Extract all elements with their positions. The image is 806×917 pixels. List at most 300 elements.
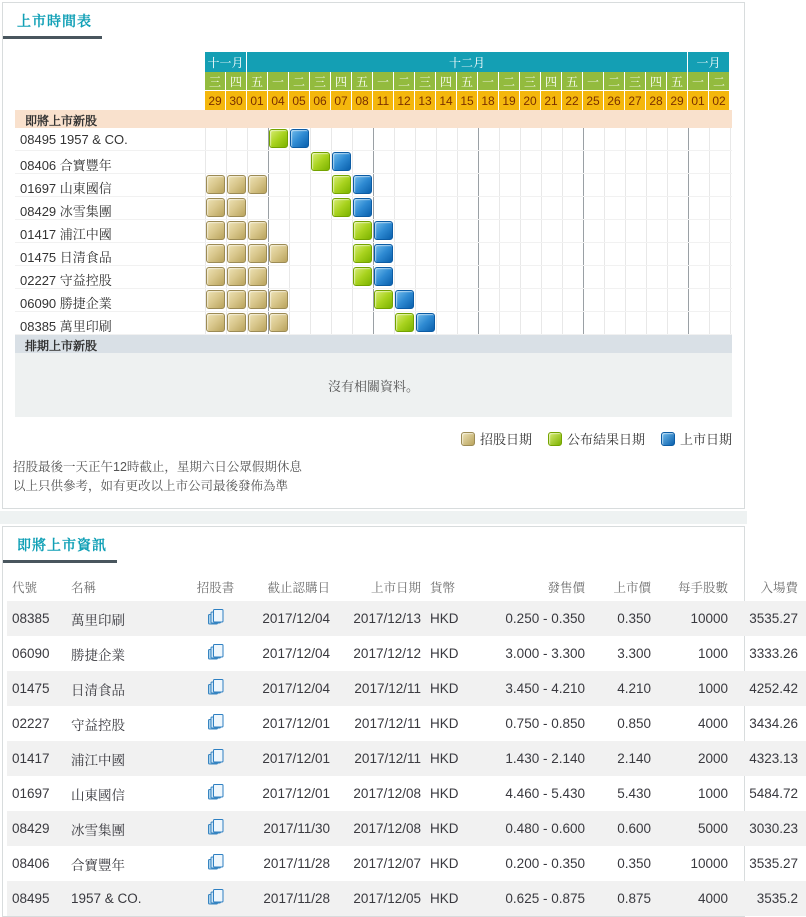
gantt-cell bbox=[416, 174, 437, 196]
gantt-cell bbox=[521, 266, 542, 288]
info-title-band bbox=[3, 527, 744, 563]
stock-code: 08429 bbox=[12, 821, 50, 836]
prospectus-document-icon[interactable] bbox=[207, 853, 225, 871]
gantt-cell bbox=[290, 151, 311, 173]
gantt-cell bbox=[353, 266, 374, 288]
date-header-cell: 29 bbox=[205, 91, 226, 110]
gantt-cell bbox=[668, 289, 689, 311]
entry-fee: 3535.2 bbox=[756, 891, 798, 906]
legend-item bbox=[548, 429, 645, 448]
offer-price-range: 3.450 - 4.210 bbox=[505, 681, 585, 696]
gantt-cell bbox=[416, 289, 437, 311]
prospectus-cell bbox=[187, 671, 244, 706]
gantt-cell bbox=[542, 312, 563, 334]
gantt-cell bbox=[227, 266, 248, 288]
gantt-row-cells bbox=[205, 243, 731, 265]
entry-fee: 3535.27 bbox=[749, 856, 798, 871]
timetable-title: 上市時間表 bbox=[3, 11, 102, 39]
gantt-cell bbox=[626, 151, 647, 173]
table-row bbox=[7, 601, 806, 636]
prospectus-document-icon[interactable] bbox=[207, 818, 225, 836]
gantt-cell bbox=[290, 266, 311, 288]
result-announce-block bbox=[353, 221, 372, 240]
date-header-cell: 27 bbox=[625, 91, 646, 110]
gantt-cell bbox=[647, 289, 668, 311]
gantt-cell bbox=[458, 151, 479, 173]
gantt-cell bbox=[626, 266, 647, 288]
gantt-row bbox=[15, 151, 732, 174]
weekday-header-cell: 五 bbox=[457, 72, 478, 91]
document-pages-glyph bbox=[207, 678, 225, 696]
gantt-cell bbox=[437, 312, 458, 334]
gantt-cell bbox=[374, 266, 395, 288]
gantt-cell bbox=[311, 151, 332, 173]
weekday-header-cell: 一 bbox=[268, 72, 289, 91]
gantt-cell bbox=[290, 243, 311, 265]
date-header-cell: 01 bbox=[688, 91, 709, 110]
gantt-cell bbox=[647, 243, 668, 265]
section-upcoming-header: 即將上市新股 bbox=[15, 110, 732, 128]
subscription-deadline: 2017/12/04 bbox=[262, 611, 330, 626]
result-announce-block bbox=[395, 313, 414, 332]
stock-code: 08495 bbox=[12, 891, 50, 906]
gantt-row bbox=[15, 289, 732, 312]
weekday-header-cell: 二 bbox=[394, 72, 415, 91]
listing-swatch-icon bbox=[661, 432, 675, 446]
gantt-cell bbox=[269, 174, 290, 196]
subscription-deadline: 2017/12/04 bbox=[262, 646, 330, 661]
date-header-cell: 15 bbox=[457, 91, 478, 110]
gantt-cell bbox=[269, 312, 290, 334]
gantt-cell bbox=[563, 289, 584, 311]
table-row bbox=[7, 776, 806, 811]
weekday-header-cell: 二 bbox=[289, 72, 310, 91]
gantt-cell bbox=[605, 197, 626, 219]
month-row bbox=[205, 52, 732, 72]
subscription-period-block bbox=[269, 244, 288, 263]
column-header-9: 每手股數 bbox=[677, 581, 728, 595]
gantt-row-cells bbox=[205, 174, 731, 196]
gantt-cell bbox=[374, 289, 395, 311]
gantt-cell bbox=[584, 174, 605, 196]
subscription-period-block bbox=[206, 221, 225, 240]
currency: HKD bbox=[430, 681, 459, 696]
currency: HKD bbox=[430, 786, 459, 801]
stock-name: 日清食品 bbox=[71, 682, 125, 698]
gantt-cell bbox=[521, 197, 542, 219]
gantt-cell bbox=[647, 128, 668, 150]
currency: HKD bbox=[430, 891, 459, 906]
listing-day-block bbox=[332, 152, 351, 171]
gantt-cell bbox=[227, 243, 248, 265]
gantt-cell bbox=[479, 289, 500, 311]
gantt-cell bbox=[668, 174, 689, 196]
legend-label: 公布結果日期 bbox=[566, 432, 645, 447]
gantt-cell bbox=[395, 151, 416, 173]
table-row bbox=[7, 671, 806, 706]
gantt-cell bbox=[668, 312, 689, 334]
gantt-cell bbox=[416, 312, 437, 334]
subscription-period-block bbox=[269, 290, 288, 309]
gantt-cell bbox=[542, 151, 563, 173]
listing-price: 3.300 bbox=[617, 646, 651, 661]
weekday-header-cell: 五 bbox=[667, 72, 688, 91]
lot-size: 4000 bbox=[697, 891, 728, 906]
gantt-cell bbox=[605, 243, 626, 265]
gantt-cell bbox=[584, 243, 605, 265]
stock-name: 冰雪集團 bbox=[71, 822, 125, 838]
gantt-cell bbox=[668, 197, 689, 219]
offer-price-range: 0.750 - 0.850 bbox=[505, 716, 585, 731]
gantt-cell bbox=[647, 266, 668, 288]
date-header-cell: 19 bbox=[499, 91, 520, 110]
gantt-cell bbox=[353, 220, 374, 242]
gantt-cell bbox=[353, 289, 374, 311]
gantt-cell bbox=[605, 312, 626, 334]
gantt-row bbox=[15, 197, 732, 220]
prospectus-document-icon[interactable] bbox=[207, 643, 225, 661]
legend-label: 招股日期 bbox=[479, 432, 532, 447]
gantt-cell bbox=[437, 174, 458, 196]
listing-day-block bbox=[416, 313, 435, 332]
gantt-cell bbox=[479, 151, 500, 173]
gantt-cell bbox=[269, 197, 290, 219]
gantt-cell bbox=[605, 128, 626, 150]
prospectus-document-icon[interactable] bbox=[207, 783, 225, 801]
gantt-cell bbox=[353, 128, 374, 150]
gantt-cell bbox=[311, 266, 332, 288]
date-header-cell: 02 bbox=[709, 91, 730, 110]
stock-name: 山東國信 bbox=[71, 787, 125, 803]
table-row bbox=[7, 706, 806, 741]
gantt-cell bbox=[584, 197, 605, 219]
listing-day-block bbox=[374, 221, 393, 240]
gantt-cell bbox=[710, 174, 731, 196]
gantt-row-label: 08385 萬里印刷 bbox=[20, 319, 112, 334]
gantt-cell bbox=[269, 128, 290, 150]
entry-fee: 3333.26 bbox=[749, 646, 798, 661]
result-announce-block bbox=[353, 267, 372, 286]
prospectus-cell bbox=[187, 881, 244, 916]
gantt-cell bbox=[227, 197, 248, 219]
gantt-cell bbox=[353, 174, 374, 196]
prospectus-document-icon[interactable] bbox=[207, 888, 225, 906]
gantt-row bbox=[15, 312, 732, 335]
subscription-period-block bbox=[227, 313, 246, 332]
document-pages-glyph bbox=[207, 818, 225, 836]
prospectus-document-icon[interactable] bbox=[207, 678, 225, 696]
listing-price: 0.350 bbox=[617, 856, 651, 871]
weekday-header-cell: 一 bbox=[583, 72, 604, 91]
gantt-row bbox=[15, 266, 732, 289]
gantt-row-label: 01475 日清食品 bbox=[20, 250, 112, 265]
gantt-cell bbox=[458, 197, 479, 219]
month-header-cell: 一月 bbox=[688, 52, 730, 72]
prospectus-cell bbox=[187, 776, 244, 811]
column-header-10: 入場費 bbox=[760, 581, 798, 595]
listing-day-block bbox=[374, 244, 393, 263]
gantt-cell bbox=[647, 220, 668, 242]
gantt-cell bbox=[206, 266, 227, 288]
result-announce-block bbox=[332, 175, 351, 194]
weekday-header-cell: 二 bbox=[604, 72, 625, 91]
subscription-period-block bbox=[269, 313, 288, 332]
gantt-cell bbox=[668, 220, 689, 242]
gantt-cell bbox=[689, 174, 710, 196]
offer-price-range: 0.480 - 0.600 bbox=[505, 821, 585, 836]
document-pages-glyph bbox=[207, 853, 225, 871]
gantt-cell bbox=[416, 266, 437, 288]
listing-day-block bbox=[395, 290, 414, 309]
listing-day-block bbox=[353, 175, 372, 194]
gantt-cell bbox=[374, 243, 395, 265]
gantt-cell bbox=[290, 312, 311, 334]
weekday-header-cell: 五 bbox=[562, 72, 583, 91]
stock-code: 01475 bbox=[12, 681, 50, 696]
gantt-cell bbox=[311, 174, 332, 196]
gantt-cell bbox=[206, 174, 227, 196]
gantt-cell bbox=[584, 220, 605, 242]
gantt-cell bbox=[542, 266, 563, 288]
date-header-cell: 20 bbox=[520, 91, 541, 110]
gantt-cell bbox=[584, 289, 605, 311]
subscription-period-block bbox=[227, 267, 246, 286]
gantt-cell bbox=[269, 220, 290, 242]
date-header-cell: 14 bbox=[436, 91, 457, 110]
listing-day-block bbox=[374, 267, 393, 286]
legend-item bbox=[461, 429, 532, 448]
gantt-cell bbox=[437, 151, 458, 173]
gantt-cell bbox=[563, 197, 584, 219]
column-header-1: 代號 bbox=[12, 581, 38, 595]
subscription-period-block bbox=[248, 221, 267, 240]
gantt-cell bbox=[437, 128, 458, 150]
subscription-period-block bbox=[248, 313, 267, 332]
subscription-period-block bbox=[206, 244, 225, 263]
gantt-cell bbox=[542, 128, 563, 150]
prospectus-cell bbox=[187, 741, 244, 776]
date-header-cell: 06 bbox=[310, 91, 331, 110]
column-header-5: 上市日期 bbox=[370, 581, 421, 595]
gantt-cell bbox=[248, 220, 269, 242]
gantt-cell bbox=[416, 243, 437, 265]
gantt-cell bbox=[584, 312, 605, 334]
gantt-cell bbox=[248, 151, 269, 173]
date-header-cell: 29 bbox=[667, 91, 688, 110]
gantt-cell bbox=[563, 128, 584, 150]
gantt-cell bbox=[710, 243, 731, 265]
column-header-4: 截止認購日 bbox=[267, 581, 330, 595]
gantt-cell bbox=[374, 174, 395, 196]
gantt-cell bbox=[689, 220, 710, 242]
gantt-cell bbox=[290, 174, 311, 196]
gantt-row-cells bbox=[205, 197, 731, 219]
stock-code: 02227 bbox=[12, 716, 50, 731]
gantt-cell bbox=[668, 266, 689, 288]
timetable-title-band bbox=[3, 3, 744, 39]
gantt-cell bbox=[605, 174, 626, 196]
lot-size: 1000 bbox=[697, 786, 728, 801]
weekday-header-cell: 五 bbox=[247, 72, 268, 91]
gantt-cell bbox=[626, 312, 647, 334]
gantt-cell bbox=[479, 197, 500, 219]
gantt-cell bbox=[563, 312, 584, 334]
gantt-cell bbox=[710, 312, 731, 334]
subscription-deadline: 2017/11/28 bbox=[263, 856, 330, 871]
gantt-cell bbox=[521, 243, 542, 265]
gantt-cell bbox=[290, 289, 311, 311]
date-header-cell: 22 bbox=[562, 91, 583, 110]
result-announce-block bbox=[374, 290, 393, 309]
gantt-cell bbox=[626, 289, 647, 311]
gantt-row-label: 06090 勝捷企業 bbox=[20, 296, 112, 311]
subscription-deadline: 2017/11/30 bbox=[263, 821, 330, 836]
gantt-cell bbox=[584, 151, 605, 173]
subscription-period-block bbox=[248, 175, 267, 194]
gantt-cell bbox=[395, 128, 416, 150]
gantt-cell bbox=[311, 220, 332, 242]
stock-name: 合寶豐年 bbox=[71, 857, 125, 873]
prospectus-document-icon[interactable] bbox=[207, 713, 225, 731]
date-header-cell: 01 bbox=[247, 91, 268, 110]
result-announce-block bbox=[332, 198, 351, 217]
date-header-cell: 13 bbox=[415, 91, 436, 110]
gantt-cell bbox=[290, 197, 311, 219]
weekday-header-cell: 一 bbox=[373, 72, 394, 91]
listing-date: 2017/12/07 bbox=[353, 856, 421, 871]
gantt-cell bbox=[458, 312, 479, 334]
offer-price-range: 1.430 - 2.140 bbox=[505, 751, 585, 766]
weekday-header-cell: 三 bbox=[415, 72, 436, 91]
entry-fee: 4252.42 bbox=[749, 681, 798, 696]
gantt-cell bbox=[416, 128, 437, 150]
stock-name: 守益控股 bbox=[71, 717, 125, 733]
listing-date: 2017/12/13 bbox=[353, 611, 421, 626]
subscription-swatch-icon bbox=[461, 432, 475, 446]
weekday-header-cell: 三 bbox=[310, 72, 331, 91]
gantt-cell bbox=[206, 243, 227, 265]
gantt-cell bbox=[437, 289, 458, 311]
date-header-cell: 08 bbox=[352, 91, 373, 110]
gantt-row-label: 01697 山東國信 bbox=[20, 181, 112, 196]
gantt-cell bbox=[332, 243, 353, 265]
gantt-cell bbox=[710, 128, 731, 150]
gantt-cell bbox=[437, 243, 458, 265]
gantt-cell bbox=[458, 266, 479, 288]
gantt-row-label: 08495 1957 & CO. bbox=[20, 132, 128, 147]
date-header-cell: 26 bbox=[604, 91, 625, 110]
month-header-cell: 十一月 bbox=[205, 52, 247, 72]
subscription-period-block bbox=[206, 175, 225, 194]
gantt-cell bbox=[353, 197, 374, 219]
gantt-cell bbox=[248, 289, 269, 311]
gantt-cell bbox=[563, 243, 584, 265]
gantt-cell bbox=[332, 266, 353, 288]
stock-code: 06090 bbox=[12, 646, 50, 661]
gantt-row-label: 01417 浦江中國 bbox=[20, 227, 112, 242]
gantt-cell bbox=[479, 243, 500, 265]
lot-size: 10000 bbox=[690, 611, 728, 626]
gantt-cell bbox=[710, 289, 731, 311]
no-data-area bbox=[15, 353, 732, 417]
gantt-cell bbox=[605, 289, 626, 311]
prospectus-cell bbox=[187, 601, 244, 636]
stock-code: 01417 bbox=[12, 751, 50, 766]
timetable-notes bbox=[3, 450, 744, 508]
prospectus-document-icon[interactable] bbox=[207, 748, 225, 766]
gantt-cell bbox=[374, 128, 395, 150]
note-line-1: 招股最後一天正午12時截止，星期六日公眾假期休息 bbox=[13, 460, 302, 474]
subscription-period-block bbox=[227, 175, 246, 194]
gantt-cell bbox=[542, 289, 563, 311]
table-row bbox=[7, 811, 806, 846]
listing-day-block bbox=[353, 198, 372, 217]
gantt-cell bbox=[374, 312, 395, 334]
gantt-cell bbox=[605, 266, 626, 288]
prospectus-cell bbox=[187, 706, 244, 741]
stock-name: 勝捷企業 bbox=[71, 647, 125, 663]
subscription-period-block bbox=[227, 221, 246, 240]
gantt-cell bbox=[668, 243, 689, 265]
gantt-cell bbox=[332, 197, 353, 219]
weekday-header-cell: 四 bbox=[541, 72, 562, 91]
column-header-3: 招股書 bbox=[196, 581, 235, 595]
weekday-header-cell: 四 bbox=[226, 72, 247, 91]
gantt-cell bbox=[290, 128, 311, 150]
gantt-cell bbox=[227, 174, 248, 196]
weekday-header-cell: 四 bbox=[436, 72, 457, 91]
stock-name: 浦江中國 bbox=[71, 752, 125, 768]
weekday-row bbox=[205, 72, 732, 91]
gantt-cell bbox=[416, 151, 437, 173]
weekday-header-cell: 三 bbox=[520, 72, 541, 91]
table-row bbox=[7, 881, 806, 916]
prospectus-document-icon[interactable] bbox=[207, 608, 225, 626]
gantt-cell bbox=[500, 289, 521, 311]
gantt-row-cells bbox=[205, 128, 731, 150]
listing-price: 0.850 bbox=[617, 716, 651, 731]
subscription-period-block bbox=[206, 198, 225, 217]
gantt-cell bbox=[269, 289, 290, 311]
gantt-cell bbox=[311, 312, 332, 334]
gantt-cell bbox=[626, 243, 647, 265]
listing-price: 4.210 bbox=[617, 681, 651, 696]
gantt-cell bbox=[500, 151, 521, 173]
gantt-cell bbox=[206, 128, 227, 150]
weekday-header-cell: 一 bbox=[688, 72, 709, 91]
date-header-cell: 21 bbox=[541, 91, 562, 110]
document-pages-glyph bbox=[207, 643, 225, 661]
gantt-cell bbox=[710, 151, 731, 173]
gantt-cell bbox=[563, 266, 584, 288]
date-header-cell: 05 bbox=[289, 91, 310, 110]
subscription-deadline: 2017/11/28 bbox=[263, 891, 330, 906]
lot-size: 1000 bbox=[697, 646, 728, 661]
gantt-cell bbox=[311, 197, 332, 219]
gantt-cell bbox=[479, 174, 500, 196]
subscription-period-block bbox=[227, 244, 246, 263]
gantt-cell bbox=[332, 312, 353, 334]
gantt-cell bbox=[689, 151, 710, 173]
gantt-cell bbox=[248, 312, 269, 334]
gantt-cell bbox=[353, 151, 374, 173]
gantt-cell bbox=[689, 312, 710, 334]
gantt-cell bbox=[206, 220, 227, 242]
gantt-cell bbox=[710, 220, 731, 242]
gantt-cell bbox=[458, 243, 479, 265]
gantt-cell bbox=[626, 197, 647, 219]
gantt-cell bbox=[521, 220, 542, 242]
